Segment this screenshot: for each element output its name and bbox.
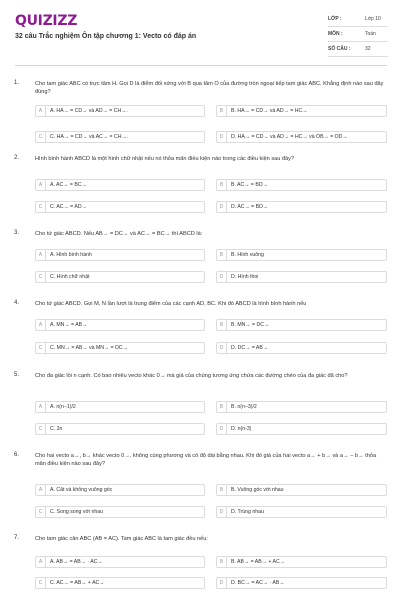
option-letter: A xyxy=(36,320,46,330)
option-d[interactable] xyxy=(216,423,387,435)
option-text: A. n(n−1)/2 xyxy=(50,404,76,410)
option-letter: D xyxy=(217,132,227,142)
meta-value: Lớp 10 xyxy=(365,16,381,22)
option-letter: C xyxy=(36,202,46,212)
option-text: C. HA→ = CD→ và AC→ = CH→. xyxy=(50,134,129,140)
option-text: A. AC→ = BC→ xyxy=(50,182,87,188)
question-number: 7. xyxy=(14,535,20,541)
question-text: Cho tứ giác ABCD. Gọi M, N lần lượt là trung điểm của các cạnh AD, BC. Khi đó ABCD là hình bình hành nếu xyxy=(35,301,307,307)
option-letter: A xyxy=(36,106,46,116)
option-letter: A xyxy=(36,557,46,567)
option-letter: D xyxy=(217,272,227,282)
option-text: B. n(n−3)/2 xyxy=(231,404,257,410)
option-text: B. MN→ = DC→ xyxy=(231,322,270,328)
option-a[interactable] xyxy=(35,401,205,413)
option-letter: A xyxy=(36,402,46,412)
option-letter: D xyxy=(217,424,227,434)
option-text: D. n(n-3) xyxy=(231,426,252,432)
option-b[interactable] xyxy=(216,105,387,117)
question-text: Cho tam giác cân ABC (AB = AC). Tam giác ABC là tam giác đều nếu: xyxy=(35,536,208,542)
option-d[interactable] xyxy=(216,342,387,354)
option-letter: B xyxy=(217,485,227,495)
option-c[interactable] xyxy=(35,201,205,213)
meta-subject xyxy=(328,27,388,42)
option-text: A. Hình bình hành xyxy=(50,252,92,258)
option-letter: A xyxy=(36,180,46,190)
question-text: Hình bình hành ABCD là một hình chữ nhật nếu nó thỏa mãn điều kiện nào trong các điều kiện sau đây? xyxy=(35,156,295,162)
option-letter: B xyxy=(217,557,227,567)
meta-value: 32 xyxy=(365,46,371,52)
option-letter: A xyxy=(36,250,46,260)
option-text: C. 2n xyxy=(50,426,63,432)
meta-label: SỐ CÂU : xyxy=(328,46,351,52)
option-text: A. HA→ = CD→ và AD→ = CH→. xyxy=(50,108,128,114)
option-text: B. HA→ = CD→ và AD→ = HC→ xyxy=(231,108,308,114)
option-letter: B xyxy=(217,402,227,412)
option-text: D. HA→ = CD→ và AD→ = HC→ và OB→ = OD→ xyxy=(231,134,348,140)
option-b[interactable] xyxy=(216,179,387,191)
question-number: 1. xyxy=(14,80,20,86)
option-text: D. Trùng nhau xyxy=(231,509,264,515)
option-a[interactable] xyxy=(35,249,205,261)
option-text: C. AC→ = AD→ xyxy=(50,204,87,210)
option-a[interactable] xyxy=(35,105,205,117)
option-letter: B xyxy=(217,106,227,116)
option-a[interactable] xyxy=(35,484,205,496)
option-text: B. AC→ = BD→ xyxy=(231,182,268,188)
option-c[interactable] xyxy=(35,577,205,589)
question-number: 3. xyxy=(14,230,20,236)
question-text: Cho tứ giác ABCD. Nếu AB→ = DC→ và AC→ = BC→ thì ABCD là: xyxy=(35,231,203,237)
option-letter: C xyxy=(36,272,46,282)
meta-grade xyxy=(328,12,388,27)
option-b[interactable] xyxy=(216,401,387,413)
option-a[interactable] xyxy=(35,319,205,331)
option-text: D. Hình thoi xyxy=(231,274,259,280)
option-letter: B xyxy=(217,250,227,260)
page-title: 32 câu Trắc nghiệm Ôn tập chương 1: Vecto có đáp án xyxy=(15,33,197,40)
option-text: B. Vuông góc với nhau xyxy=(231,487,284,493)
question-text: Cho đa giác lồi n cạnh. Có bao nhiêu vecto khác 0→ mà giá của chúng tương ứng chứa các đường chéo của đa giác đã cho? xyxy=(35,373,348,379)
option-c[interactable] xyxy=(35,423,205,435)
option-letter: C xyxy=(36,343,46,353)
option-d[interactable] xyxy=(216,577,387,589)
option-text: B. AB→ = AB→ + AC→ xyxy=(231,559,285,565)
option-c[interactable] xyxy=(35,342,205,354)
option-b[interactable] xyxy=(216,319,387,331)
question-text: Cho tam giác ABC có trực tâm H. Gọi D là điểm đối xứng với B qua tâm O của đường tròn ngoại tiếp tam giác ABC. Khẳng định nào sau đây đúng? xyxy=(35,81,384,95)
option-text: D. DC→ = AB→ xyxy=(231,345,269,351)
option-d[interactable] xyxy=(216,201,387,213)
quizizz-logo[interactable]: QUIZIZZ xyxy=(15,13,78,29)
question-number: 4. xyxy=(14,300,20,306)
option-text: A. MN→ = AB→ xyxy=(50,322,88,328)
meta-question-count xyxy=(328,42,388,57)
option-d[interactable] xyxy=(216,131,387,143)
meta-value: Toán xyxy=(365,31,376,37)
option-text: C. Song song với nhau xyxy=(50,509,104,515)
option-letter: C xyxy=(36,424,46,434)
question-text: Cho hai vecto a→, b→ khác vecto 0→, không cùng phương và có độ dài bằng nhau. Khi đó giá của hai vecto a→ + b→ và a→ − b→ thỏa mãn điều kiện nào sau đây? xyxy=(35,453,377,467)
option-text: D. AC→ = BD→ xyxy=(231,204,269,210)
question-number: 2. xyxy=(14,155,20,161)
option-letter: D xyxy=(217,507,227,517)
header-divider xyxy=(15,65,387,66)
option-b[interactable] xyxy=(216,556,387,568)
option-text: D. BC→ = AC→ · AB→ xyxy=(231,580,285,586)
option-letter: D xyxy=(217,202,227,212)
option-text: C. MN→ = AB→ và MN→ = DC→ xyxy=(50,345,128,351)
question-number: 5. xyxy=(14,372,20,378)
option-letter: D xyxy=(217,578,227,588)
option-b[interactable] xyxy=(216,249,387,261)
option-text: A. AB→ = AB→ · AC→ xyxy=(50,559,103,565)
question-number: 6. xyxy=(14,452,20,458)
option-letter: B xyxy=(217,180,227,190)
option-d[interactable] xyxy=(216,506,387,518)
option-letter: D xyxy=(217,343,227,353)
option-text: C. Hình chữ nhật xyxy=(50,274,90,280)
option-text: B. Hình vuông xyxy=(231,252,264,258)
option-c[interactable] xyxy=(35,271,205,283)
option-letter: C xyxy=(36,578,46,588)
meta-label: LỚP : xyxy=(328,16,342,22)
option-text: A. Cắt và không vuông góc xyxy=(50,487,113,493)
option-letter: C xyxy=(36,507,46,517)
option-c[interactable] xyxy=(35,506,205,518)
meta-label: MÔN : xyxy=(328,31,343,37)
option-letter: A xyxy=(36,485,46,495)
worksheet-meta xyxy=(328,12,388,57)
option-text: C. AC→ = AB→ + AC→ xyxy=(50,580,105,586)
option-b[interactable] xyxy=(216,484,387,496)
option-a[interactable] xyxy=(35,179,205,191)
option-d[interactable] xyxy=(216,271,387,283)
option-a[interactable] xyxy=(35,556,205,568)
option-c[interactable] xyxy=(35,131,205,143)
option-letter: C xyxy=(36,132,46,142)
option-letter: B xyxy=(217,320,227,330)
